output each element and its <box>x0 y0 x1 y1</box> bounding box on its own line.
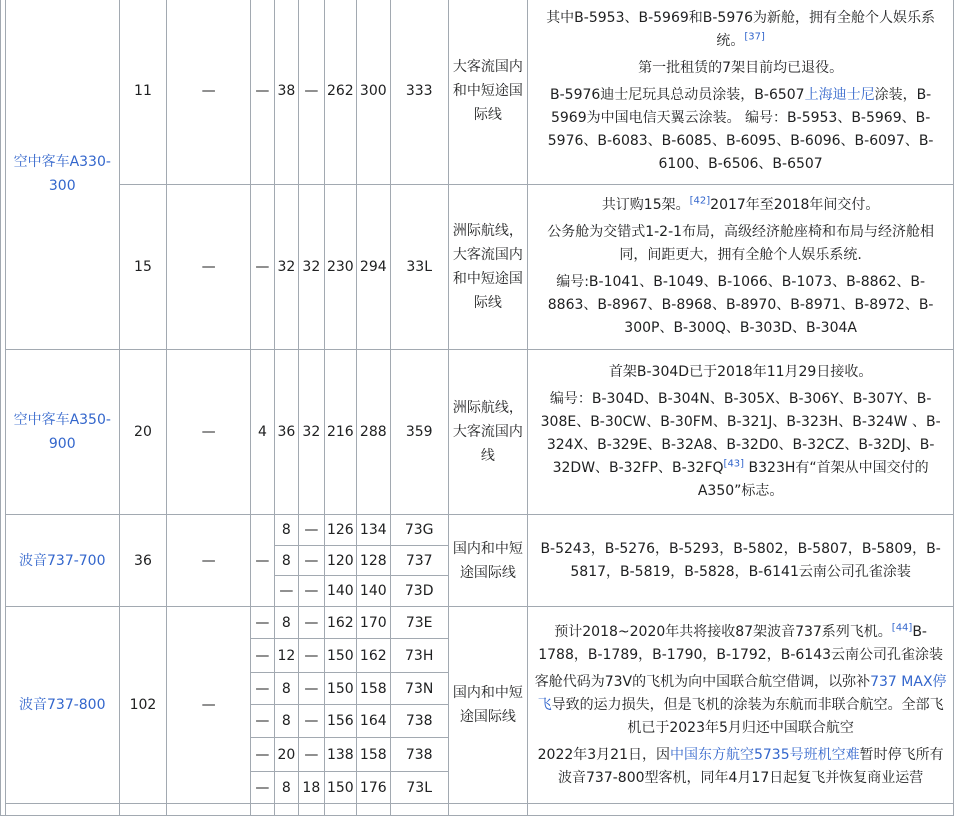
order-count: — <box>167 0 251 185</box>
fleet-count: 15 <box>119 185 167 350</box>
first-class-seats: — <box>250 515 274 607</box>
cabin-code: 73H <box>390 639 448 673</box>
total-seats: 170 <box>356 607 390 639</box>
business-class-seats: 32 <box>274 185 298 350</box>
economy-seats: 120 <box>324 546 356 576</box>
order-count: — <box>167 607 251 804</box>
business-class-seats: 8 <box>274 772 298 804</box>
fleet-count: 102 <box>119 607 167 804</box>
total-seats: 158 <box>356 673 390 705</box>
fleet-count: 20 <box>119 350 167 515</box>
route-type: 国内和中短途国际线 <box>448 515 528 607</box>
first-class-seats: — <box>250 673 274 705</box>
premium-economy-seats: 32 <box>298 350 324 515</box>
total-seats: 134 <box>356 515 390 546</box>
total-seats: 164 <box>356 705 390 738</box>
cabin-code: 73L <box>390 772 448 804</box>
business-class-seats: 8 <box>274 705 298 738</box>
economy-seats: 150 <box>324 639 356 673</box>
cabin-code: 33L <box>390 185 448 350</box>
notes-cell: 首架B-304D已于2018年11月29日接收。 编号：B-304D、B-304N、B-305X、B-306Y、B-307Y、B-308E、B-30CW、B-30FM、B-321J、B-323H、B-324W 、B-324X、B-329E、B-32A8、B-32D0、B-32CZ、B-32DJ、B-32DW、B-32FP、B-32FQ[43] B323H有“首架从中国交付的A350”标志。 <box>528 350 954 515</box>
aircraft-model-link[interactable]: 空中客车A330-300 <box>6 0 120 350</box>
premium-economy-seats: — <box>298 515 324 546</box>
aircraft-model-link[interactable]: 空中客车A350-900 <box>6 350 120 515</box>
economy-seats: 150 <box>324 673 356 705</box>
total-seats: 128 <box>356 546 390 576</box>
aircraft-model-link[interactable]: 波音737-700 <box>6 515 120 607</box>
economy-seats: 126 <box>324 515 356 546</box>
route-type: 国内和中短途国际线 <box>448 607 528 804</box>
notes-cell: 其中B-5953、B-5969和B-5976为新舱，拥有全舱个人娱乐系统。[37] 第一批租赁的7架目前均已退役。 B-5976迪士尼玩具总动员涂装，B-6507上海迪士尼涂装，B-5969为中国电信天翼云涂装。 编号：B-5953、B-5969、B-5976、B-6083、B-6085、B-6095、B-6096、B-6097、B-6100、B-6506、B-6507 <box>528 0 954 185</box>
premium-economy-seats: — <box>298 738 324 772</box>
business-class-seats: 12 <box>274 639 298 673</box>
total-seats: 176 <box>356 772 390 804</box>
business-class-seats: 8 <box>274 546 298 576</box>
business-class-seats: 8 <box>274 673 298 705</box>
cabin-code: 73N <box>390 673 448 705</box>
business-class-seats: 8 <box>274 607 298 639</box>
total-seats: 158 <box>356 738 390 772</box>
premium-economy-seats: — <box>298 607 324 639</box>
total-seats: 288 <box>356 350 390 515</box>
mu5735-crash-link[interactable]: 中国东方航空5735号班机空难 <box>669 746 860 763</box>
total-seats: 162 <box>356 639 390 673</box>
premium-economy-seats: — <box>298 705 324 738</box>
premium-economy-seats: — <box>298 546 324 576</box>
first-class-seats: — <box>250 185 274 350</box>
table-row <box>1 350 954 515</box>
business-class-seats: — <box>274 576 298 607</box>
premium-economy-seats: — <box>298 639 324 673</box>
first-class-seats: — <box>250 772 274 804</box>
cabin-code: 73G <box>390 515 448 546</box>
total-seats: 294 <box>356 185 390 350</box>
order-count: — <box>167 185 251 350</box>
economy-seats: 138 <box>324 738 356 772</box>
economy-seats: 162 <box>324 607 356 639</box>
first-class-seats: — <box>250 738 274 772</box>
table-row <box>1 804 954 816</box>
citation-link[interactable]: [44] <box>891 621 913 633</box>
cabin-code: 333 <box>390 0 448 185</box>
first-class-seats: — <box>250 639 274 673</box>
cabin-code: 73D <box>390 576 448 607</box>
table-row <box>1 607 954 639</box>
economy-seats: 150 <box>324 772 356 804</box>
fleet-count: 36 <box>119 515 167 607</box>
business-class-seats: 20 <box>274 738 298 772</box>
notes-cell: 共订购15架。[42]2017年至2018年间交付。 公务舱为交错式1-2-1布局，高级经济舱座椅和布局与经济舱相同，间距更大，拥有全舱个人娱乐系统. 编号:B-1041、B-1049、B-1066、B-1073、B-8862、B-8863、B-8967、B-8968、B-8970、B-8971、B-8972、B-300P、B-300Q、B-303D、B-304A <box>528 185 954 350</box>
economy-seats: 216 <box>324 350 356 515</box>
table-row <box>1 185 954 350</box>
business-class-seats: 8 <box>274 515 298 546</box>
citation-link[interactable]: [43] <box>723 458 745 470</box>
cabin-code: 73E <box>390 607 448 639</box>
citation-link[interactable]: [37] <box>744 30 765 42</box>
route-type: 洲际航线，大客流国内和中短途国际线 <box>448 185 528 350</box>
premium-economy-seats: 32 <box>298 185 324 350</box>
premium-economy-seats: 18 <box>298 772 324 804</box>
cabin-code: 738 <box>390 738 448 772</box>
shanghai-disney-link[interactable]: 上海迪士尼 <box>804 86 875 103</box>
route-type: 大客流国内和中短途国际线 <box>448 0 528 185</box>
citation-link[interactable]: [42] <box>689 195 711 207</box>
economy-seats: 140 <box>324 576 356 607</box>
first-class-seats: — <box>250 607 274 639</box>
route-type: 洲际航线，大客流国内线 <box>448 350 528 515</box>
notes-cell: 预计2018~2020年共将接收87架波音737系列飞机。[44]B-1788，B-1789，B-1790，B-1792，B-6143云南公司孔雀涂装 客舱代码为73V的飞机为向中国联合航空借调，以弥补737 MAX停飞导致的运力损失，但是飞机的涂装为东航而非联合航空。全部飞机已于2023年5月归还中国联合航空 2022年3月21日，因中国东方航空5735号班机空难暂时停飞所有波音737-800型客机，同年4月17日起复飞并恢复商业运营 <box>528 607 954 804</box>
first-class-seats: — <box>250 705 274 738</box>
aircraft-model-link[interactable]: 波音737-800 <box>6 607 120 804</box>
order-count: — <box>167 350 251 515</box>
premium-economy-seats: — <box>298 0 324 185</box>
economy-seats: 156 <box>324 705 356 738</box>
economy-seats: 230 <box>324 185 356 350</box>
first-class-seats: — <box>250 0 274 185</box>
business-class-seats: 38 <box>274 0 298 185</box>
premium-economy-seats: — <box>298 576 324 607</box>
table-row <box>1 0 954 185</box>
total-seats: 140 <box>356 576 390 607</box>
first-class-seats: 4 <box>250 350 274 515</box>
business-class-seats: 36 <box>274 350 298 515</box>
economy-seats: 262 <box>324 0 356 185</box>
table-row <box>1 515 954 546</box>
cabin-code: 738 <box>390 705 448 738</box>
notes-cell: B-5243，B-5276，B-5293，B-5802，B-5807，B-5809，B-5817，B-5819，B-5828，B-6141云南公司孔雀涂装 <box>528 515 954 607</box>
cabin-code: 737 <box>390 546 448 576</box>
cabin-code: 359 <box>390 350 448 515</box>
737-max-grounding-link[interactable]: 737 MAX停飞 <box>537 673 947 713</box>
premium-economy-seats: — <box>298 673 324 705</box>
total-seats: 300 <box>356 0 390 185</box>
fleet-count: 11 <box>119 0 167 185</box>
order-count: — <box>167 515 251 607</box>
